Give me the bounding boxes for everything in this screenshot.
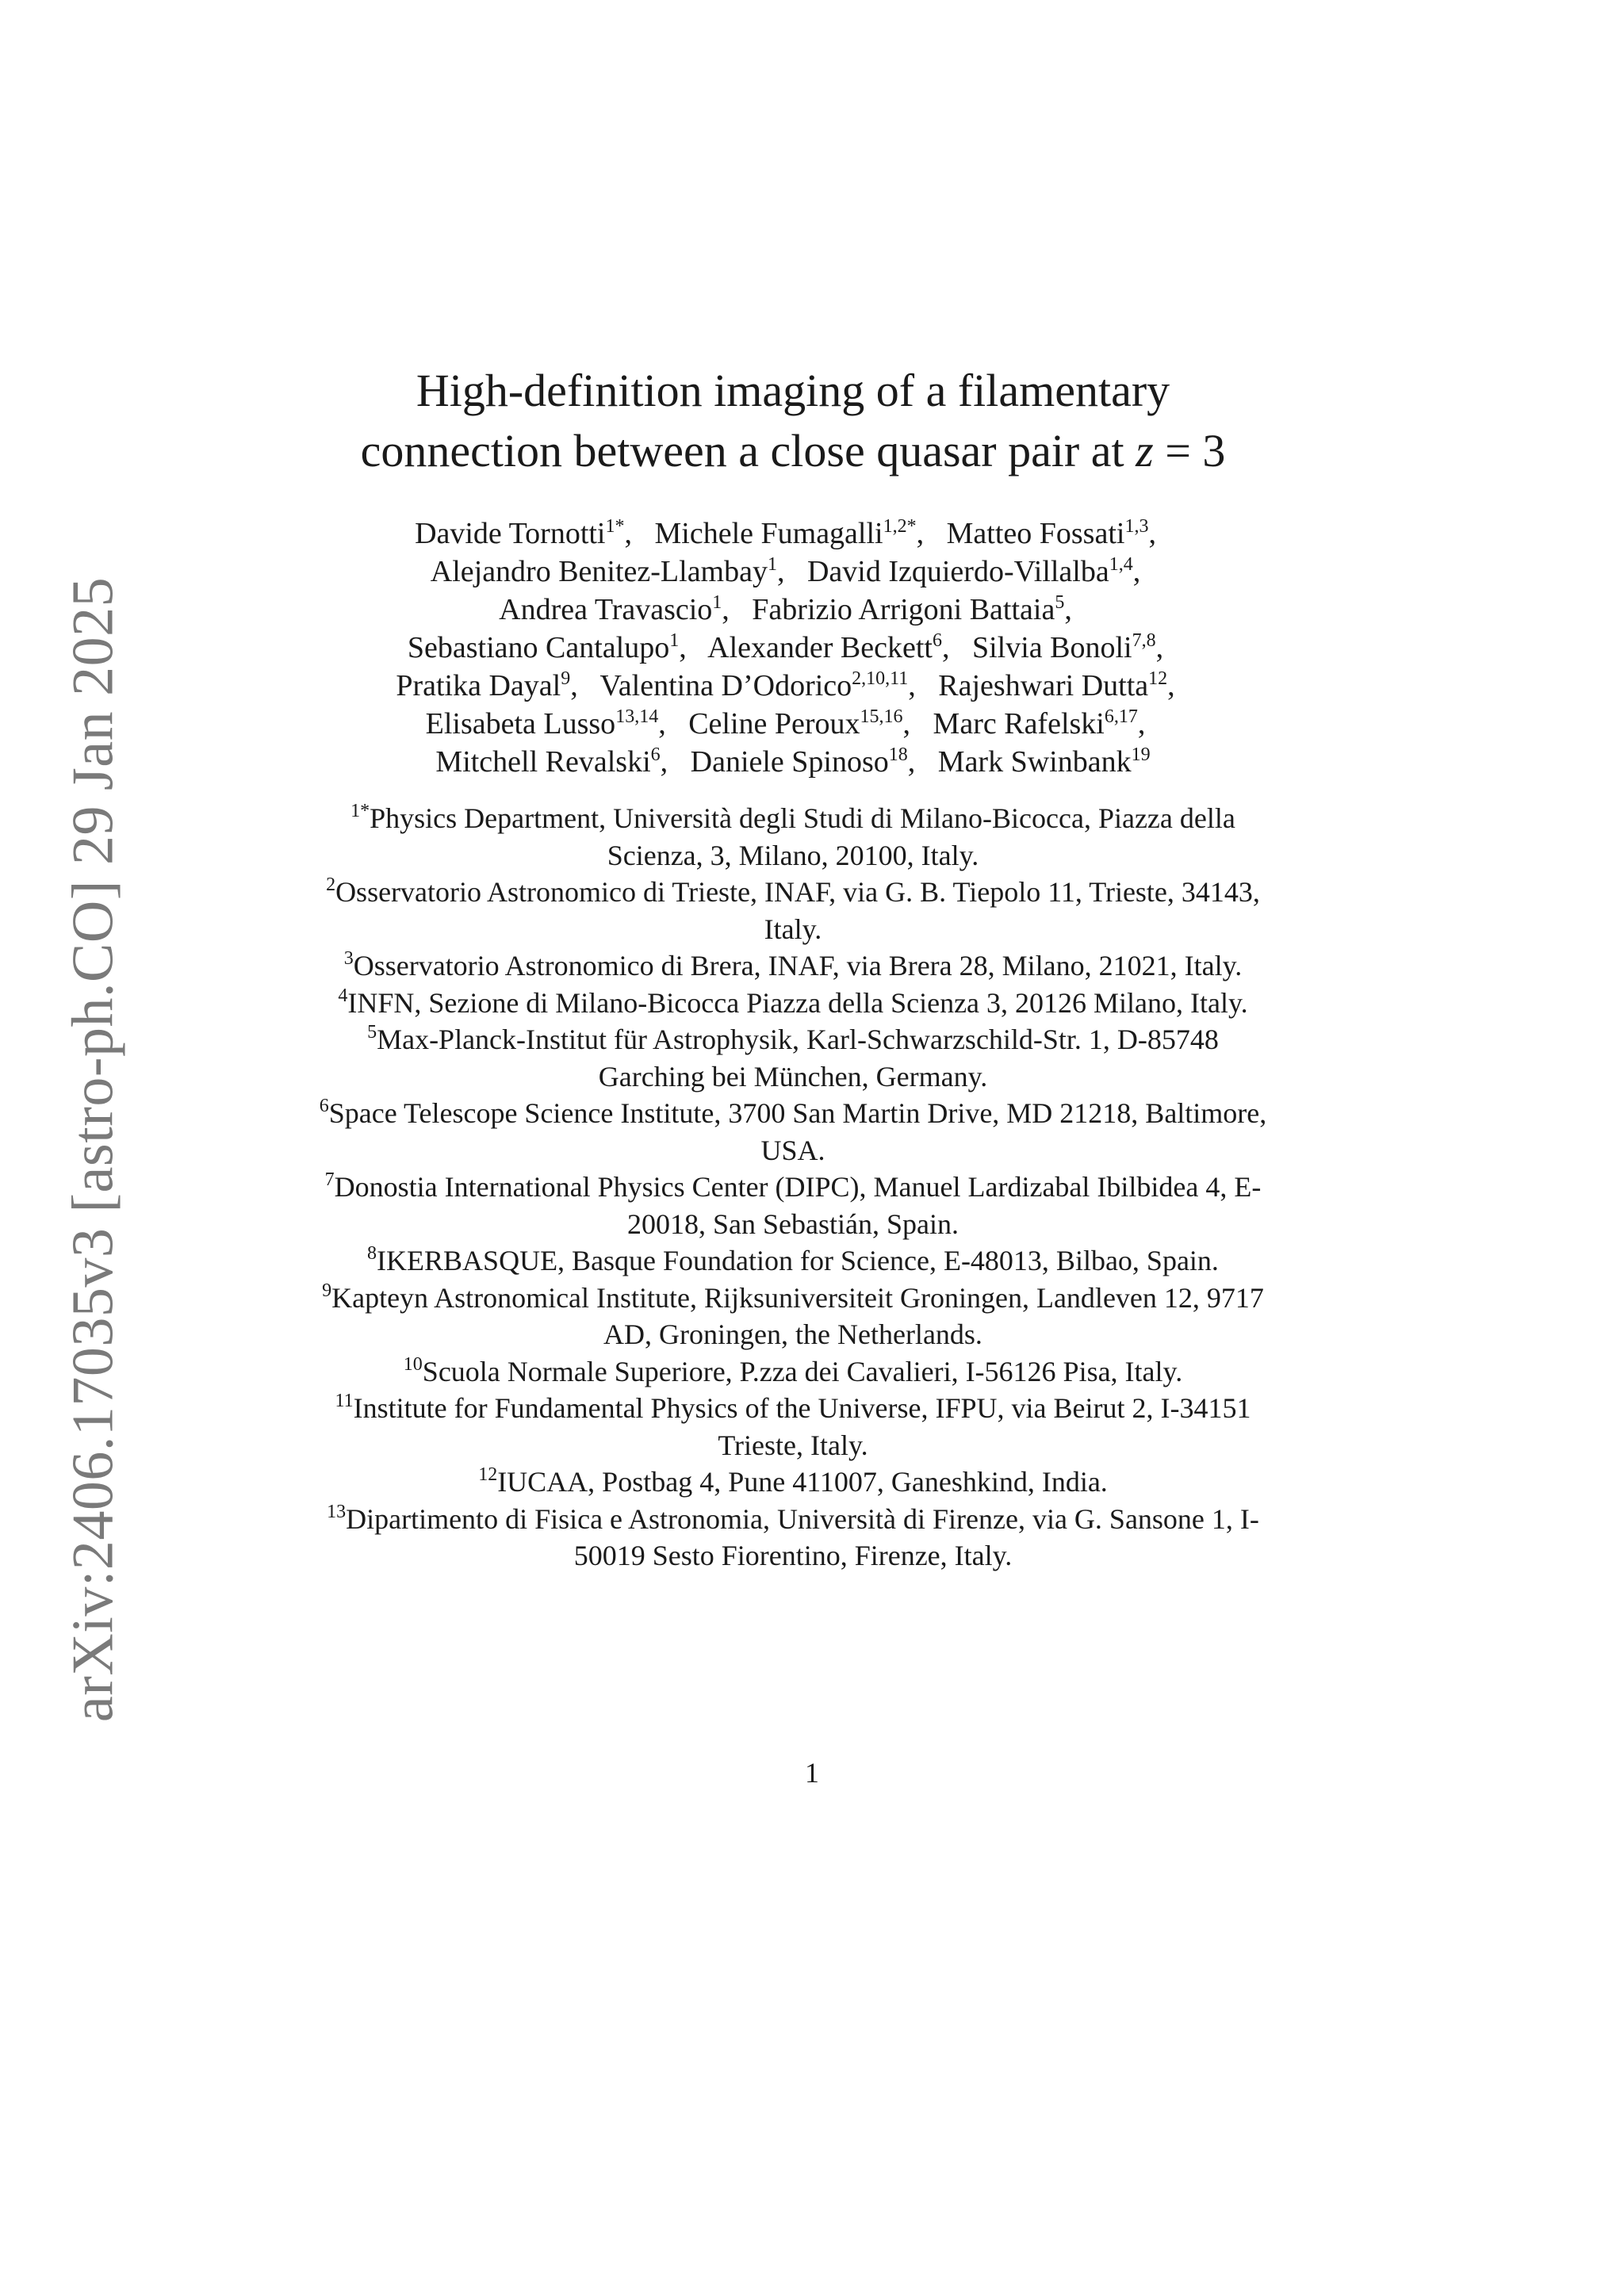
author-name: Elisabeta Lusso [425, 707, 616, 740]
author [807, 555, 1133, 588]
author-affiliation-marker: 2,10,11 [852, 668, 909, 689]
title-line-2: connection between a close quasar pair at [360, 425, 1136, 476]
paper-title [317, 361, 1269, 481]
author-affiliation-marker: 12 [1148, 668, 1168, 689]
author [655, 517, 917, 550]
author [435, 745, 660, 779]
affiliation-number: 7 [324, 1169, 335, 1190]
affiliation [317, 874, 1269, 947]
author-affiliation-marker: 6 [650, 744, 661, 765]
author [947, 517, 1149, 550]
author-line: Pratika Dayal$^9$, Valentina D’Odorico$^{2,10,11}$, Rajeshwari Dutta$^{12}$, [396, 668, 1190, 702]
author-name: Alexander Beckett [707, 631, 933, 664]
author [933, 707, 1138, 740]
affiliation [317, 800, 1269, 874]
author-name: Andrea Travascio [499, 593, 713, 626]
author-name: Michele Fumagalli [654, 517, 883, 550]
affiliation-text: Osservatorio Astronomico di Brera, INAF, via Brera 28, Milano, 21021, Italy. [353, 950, 1243, 982]
affiliation-number: 9 [322, 1280, 332, 1301]
author-name: Fabrizio Arrigoni Battaia [752, 593, 1055, 626]
page-number: 1 [805, 1757, 819, 1789]
author-line: Mitchell Revalski$^6$, Daniele Spinoso$^{18}$, Mark Swinbank$^{19}$ [435, 744, 1151, 779]
affiliation-text: Osservatorio Astronomico di Trieste, INAF, via G. B. Tiepolo 11, Trieste, 34143, Italy. [335, 876, 1260, 945]
affiliation-number: 10 [403, 1353, 423, 1375]
affiliation-text: IUCAA, Postbag 4, Pune 411007, Ganeshkind, India. [497, 1466, 1108, 1498]
author-name: Celine Peroux [688, 707, 860, 740]
affiliation-number: 5 [367, 1022, 377, 1043]
author-affiliation-marker: 5 [1055, 592, 1065, 613]
title-math-variable: z [1136, 425, 1154, 476]
author [408, 631, 679, 664]
affiliation [317, 1242, 1269, 1280]
author-affiliation-marker: 1 [669, 630, 680, 651]
author [396, 669, 570, 702]
author-affiliation-marker: 6,17 [1104, 706, 1138, 727]
author-name: Valentina D’Odorico [599, 669, 852, 702]
affiliation-number: 11 [335, 1391, 354, 1411]
author-line: Andrea Travascio$^1$, Fabrizio Arrigoni Battaia$^5$, [499, 592, 1087, 626]
affiliation [317, 985, 1269, 1022]
author-name: Pratika Dayal [396, 669, 561, 702]
affiliation [317, 947, 1269, 985]
affiliation-text: Space Telescope Science Institute, 3700 San Martin Drive, MD 21218, Baltimore, USA. [328, 1097, 1267, 1166]
affiliation-text: Physics Department, Università degli Studi di Milano-Bicocca, Piazza della Scienza, 3, Milano, 20100, Italy. [370, 802, 1235, 871]
affiliation-text: IKERBASQUE, Basque Foundation for Science, E-48013, Bilbao, Spain. [377, 1245, 1219, 1276]
affiliation-number: 8 [367, 1243, 377, 1264]
author [415, 517, 624, 550]
author-line: Alejandro Benitez-Llambay$^1$, David Izquierdo-Villalba$^{1,4}$, [430, 554, 1156, 588]
affiliation-text: Donostia International Physics Center (DIPC), Manuel Lardizabal Ibilbidea 4, E-20018, San Sebastián, Spain. [334, 1171, 1262, 1240]
author-name: Alejandro Benitez-Llambay [430, 555, 768, 588]
title-block [317, 361, 1269, 1575]
author-name: Rajeshwari Dutta [938, 669, 1149, 702]
author-name: Matteo Fossati [946, 517, 1125, 550]
affiliation-text: Scuola Normale Superiore, P.zza dei Cavalieri, I-56126 Pisa, Italy. [422, 1355, 1183, 1387]
author-affiliation-marker: 9 [561, 668, 571, 689]
author-line: Elisabeta Lusso$^{13,14}$, Celine Peroux$^{15,16}$, Marc Rafelski$^{6,17}$, [425, 706, 1161, 740]
affiliation-number: 4 [338, 985, 348, 1006]
title-line-1: High-definition imaging of a filamentary [416, 365, 1170, 416]
author-line: Sebastiano Cantalupo$^1$, Alexander Beckett$^6$, Silvia Bonoli$^{7,8}$, [407, 630, 1179, 664]
author [431, 555, 777, 588]
affiliation-number: 2 [326, 874, 336, 895]
author-affiliation-marker: 18 [888, 744, 908, 765]
author-line: Davide Tornotti$^{1*}$, Michele Fumagalli$^{1,2*}$, Matteo Fossati$^{1,3}$, [415, 516, 1171, 550]
author [972, 631, 1156, 664]
author [499, 593, 722, 626]
author-affiliation-marker: 19 [1131, 744, 1151, 765]
author-affiliation-marker: 1,3 [1124, 516, 1149, 537]
affiliation-number: 13 [327, 1501, 347, 1522]
author [938, 745, 1151, 779]
author-name: David Izquierdo-Villalba [806, 555, 1109, 588]
author-affiliation-marker: 1 [712, 592, 722, 613]
author [600, 669, 909, 702]
affiliation-text: Max-Planck-Institut für Astrophysik, Karl-Schwarzschild-Str. 1, D-85748 Garching bei München, Germany. [377, 1024, 1219, 1093]
author-affiliation-marker: 1 [767, 554, 777, 575]
affiliation [317, 1280, 1269, 1353]
author [691, 745, 908, 779]
author-affiliation-marker: 1,2* [883, 516, 917, 537]
affiliation-text: INFN, Sezione di Milano-Bicocca Piazza della Scienza 3, 20126 Milano, Italy. [347, 986, 1248, 1019]
affiliation [317, 1021, 1269, 1095]
affiliation-number: 3 [343, 948, 354, 969]
author-affiliation-marker: 1* [605, 516, 625, 537]
affiliation [317, 1169, 1269, 1242]
affiliation-text: Dipartimento di Fisica e Astronomia, Università di Firenze, via G. Sansone 1, I-50019 Sesto Fiorentino, Firenze, Italy. [346, 1502, 1259, 1571]
affiliation-text: Kapteyn Astronomical Institute, Rijksuniversiteit Groningen, Landleven 12, 9717 AD, Groningen, the Netherlands. [331, 1281, 1264, 1350]
author-affiliation-marker: 15,16 [860, 706, 903, 727]
author-name: Davide Tornotti [415, 517, 606, 550]
title-math-value: = 3 [1153, 425, 1226, 476]
author-affiliation-marker: 6 [932, 630, 942, 651]
author-name: Mitchell Revalski [435, 745, 651, 779]
author-list [317, 515, 1269, 781]
affiliation [317, 1353, 1269, 1391]
affiliation [317, 1095, 1269, 1169]
affiliation-number: 6 [319, 1096, 329, 1116]
author [688, 707, 902, 740]
author [707, 631, 942, 664]
arxiv-identifier: arXiv:2406.17035v3 [astro-ph.CO] 29 Jan 2025 [60, 576, 126, 1723]
author-name: Sebastiano Cantalupo [407, 631, 670, 664]
author-affiliation-marker: 1,4 [1109, 554, 1133, 575]
affiliation [317, 1501, 1269, 1575]
author [938, 669, 1167, 702]
author [752, 593, 1064, 626]
affiliation-text: Institute for Fundamental Physics of the Universe, IFPU, via Beirut 2, I-34151 Trieste, Italy. [353, 1392, 1251, 1461]
author-name: Daniele Spinoso [690, 745, 889, 779]
affiliation [317, 1464, 1269, 1501]
author-name: Marc Rafelski [933, 707, 1105, 740]
affiliation-number: 12 [478, 1464, 498, 1485]
author [426, 707, 659, 740]
affiliation-list [317, 800, 1269, 1575]
author-affiliation-marker: 13,14 [615, 706, 659, 727]
author-name: Mark Swinbank [937, 745, 1132, 779]
affiliation [317, 1390, 1269, 1464]
author-name: Silvia Bonoli [971, 631, 1132, 664]
author-affiliation-marker: 7,8 [1132, 630, 1156, 651]
affiliation-number: 1* [350, 801, 370, 821]
